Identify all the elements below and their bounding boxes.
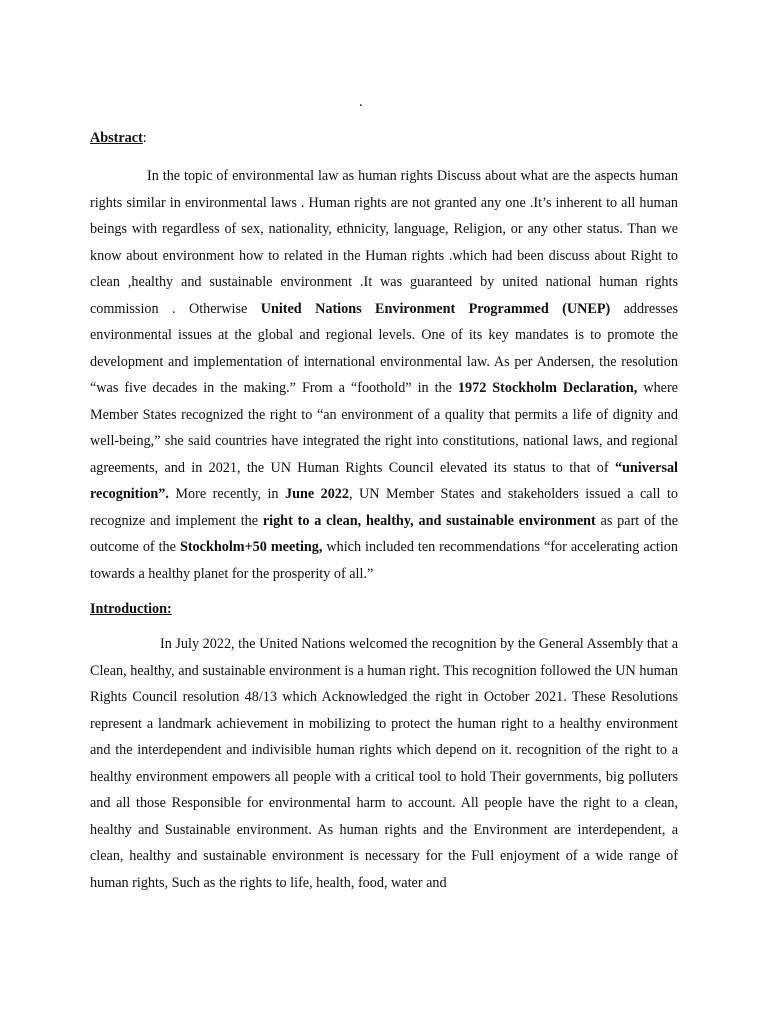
bold-text-segment: right to a clean, healthy, and sustainable environment — [262, 512, 596, 529]
text-segment: where Member States recognized the right to “an environment of a quality that permits a life of dignity and well-being,” she said countries have integrated the right into constitutions, national laws, and regional agreements, and in 2021, the UN Human Rights Council elevated its status to that of — [90, 380, 678, 476]
text-segment: addresses environmental issues at the global and regional levels. One of its key mandates is to promote the development and implementation of international environmental law. As per Andersen, the resolution “was five decades in the making.” From a “foothold” in the — [90, 300, 679, 396]
bold-text-segment: “universal recognition”. — [90, 459, 678, 502]
text-segment: In the topic of environmental law as human rights Discuss about what are the aspects human rights similar in environmental laws . Human rights are not granted any one .It’s inherent to all human beings with regardless of sex, nationality, ethnicity, language, Religion, or any other status. Than we know about environment how to related in the Human rights .which had been discuss about Right to clean ,healthy and sustainable environment .It was guaranteed by united national human rights commission . Otherwise — [90, 168, 678, 317]
bold-text-segment: 1972 Stockholm Declaration, — [457, 380, 638, 396]
abstract-heading-colon: : — [142, 130, 147, 146]
bold-text-segment: June 2022 — [284, 486, 349, 502]
bold-text-segment: United Nations Environment Programmed (UNEP) — [260, 300, 611, 317]
text-segment: In July 2022, the United Nations welcomed the recognition by the General Assembly that a Clean, healthy, and sustainable environment is a human right. This recognition followed the UN human Rights Council resolution 48/13 which Acknowledged the right in October 2021. These Resolutions represent a landmark achievement in mobilizing to protect the human right to a healthy environment and the interdependent and indivisible human rights which depend on it. recognition of the right to a healthy environment empowers all people with a critical tool to hold Their governments, big polluters and all those Responsible for environmental harm to account. All people have the right to a clean, healthy and Sustainable environment. As human rights and the Environment are interdependent, a clean, healthy and sustainable environment is necessary for the Full enjoyment of a wide range of human rights, Such as the rights to life, health, food, water and — [90, 636, 678, 891]
top-mark: . — [359, 94, 363, 110]
abstract-text — [90, 168, 678, 582]
bold-text-segment: Stockholm+50 meeting, — [179, 539, 323, 555]
text-segment: which included ten recommendations “for accelerating action towards a healthy planet for the prosperity of all.” — [90, 539, 678, 582]
abstract-paragraph — [90, 163, 678, 587]
introduction-heading-text: Introduction: — [90, 601, 172, 617]
text-segment: More recently, in — [168, 486, 285, 502]
introduction-paragraph — [90, 631, 678, 896]
document-body — [90, 128, 678, 896]
abstract-heading — [90, 128, 678, 148]
text-segment: , UN Member States and stakeholders issued a call to recognize and implement the — [90, 486, 679, 529]
abstract-heading-text: Abstract — [90, 130, 143, 146]
introduction-text — [90, 636, 678, 891]
text-segment: as part of the outcome of the — [90, 512, 678, 555]
introduction-heading — [90, 599, 678, 619]
